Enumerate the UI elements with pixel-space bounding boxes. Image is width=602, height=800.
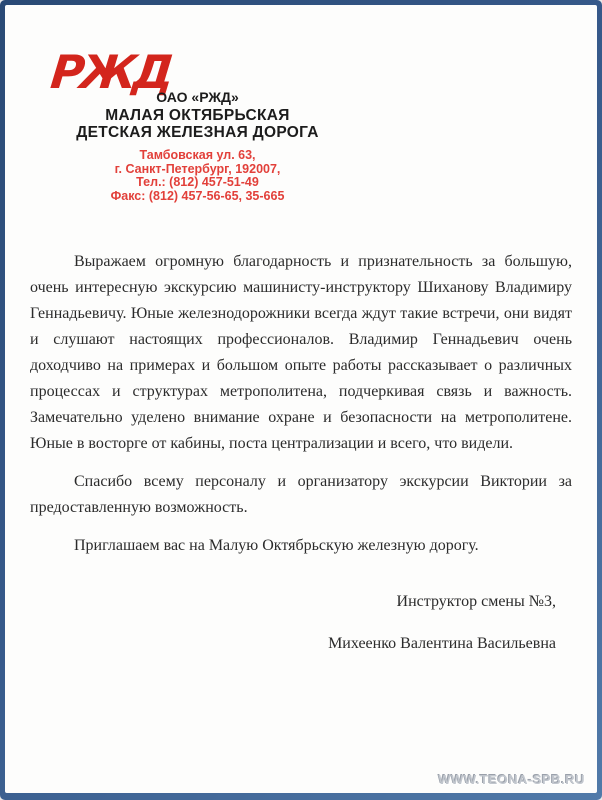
- site-watermark: WWW.TEONA-SPB.RU: [438, 772, 585, 787]
- letter-page: [5, 5, 597, 793]
- rzd-logo: РЖД: [48, 45, 173, 99]
- org-name-line: ОАО «РЖД»: [156, 89, 239, 105]
- address-city: г. Санкт-Петербург, 192007,: [114, 161, 281, 176]
- contact-address-block: [15, 149, 380, 203]
- org-name-line: МАЛАЯ ОКТЯБРЬСКАЯ: [105, 107, 290, 124]
- address-street: Тамбовская ул. 63,: [139, 148, 256, 162]
- signature-role: Инструктор смены №3,: [396, 593, 556, 610]
- letter-paragraph: Спасибо всему персоналу и организатору экскурсии Виктории за предоставленную возможность.: [30, 473, 572, 516]
- signature-block: [328, 593, 556, 653]
- letter-paragraph: Выражаем огромную благодарность и признательность за большую, очень интересную экскурсию машинисту-инструктору Шиханову Владимиру Геннадьевичу. Юные железнодорожники всегда ждут такие встречи, они видят и слушают настоящих профессионалов. Владимир Геннадьевич очень доходчиво на примерах и большом опыте работы рассказывает о различных процессах и структурах метрополитена, подчеркивая связь и важность. Замечательно уделено внимание охране и безопасности на метрополитене. Юные в восторге от кабины, поста централизации и всего, что видели.: [30, 253, 572, 452]
- signature-name: Михеенко Валентина Васильевна: [328, 635, 556, 652]
- letter-paragraph: Приглашаем вас на Малую Октябрьскую железную дорогу.: [74, 537, 479, 554]
- letter-body: [30, 249, 572, 559]
- org-name-line: ДЕТСКАЯ ЖЕЛЕЗНАЯ ДОРОГА: [76, 124, 319, 141]
- address-fax: Факс: (812) 457-56-65, 35-665: [110, 188, 285, 203]
- address-phone: Тел.: (812) 457-51-49: [136, 175, 259, 189]
- organization-header: [15, 89, 380, 141]
